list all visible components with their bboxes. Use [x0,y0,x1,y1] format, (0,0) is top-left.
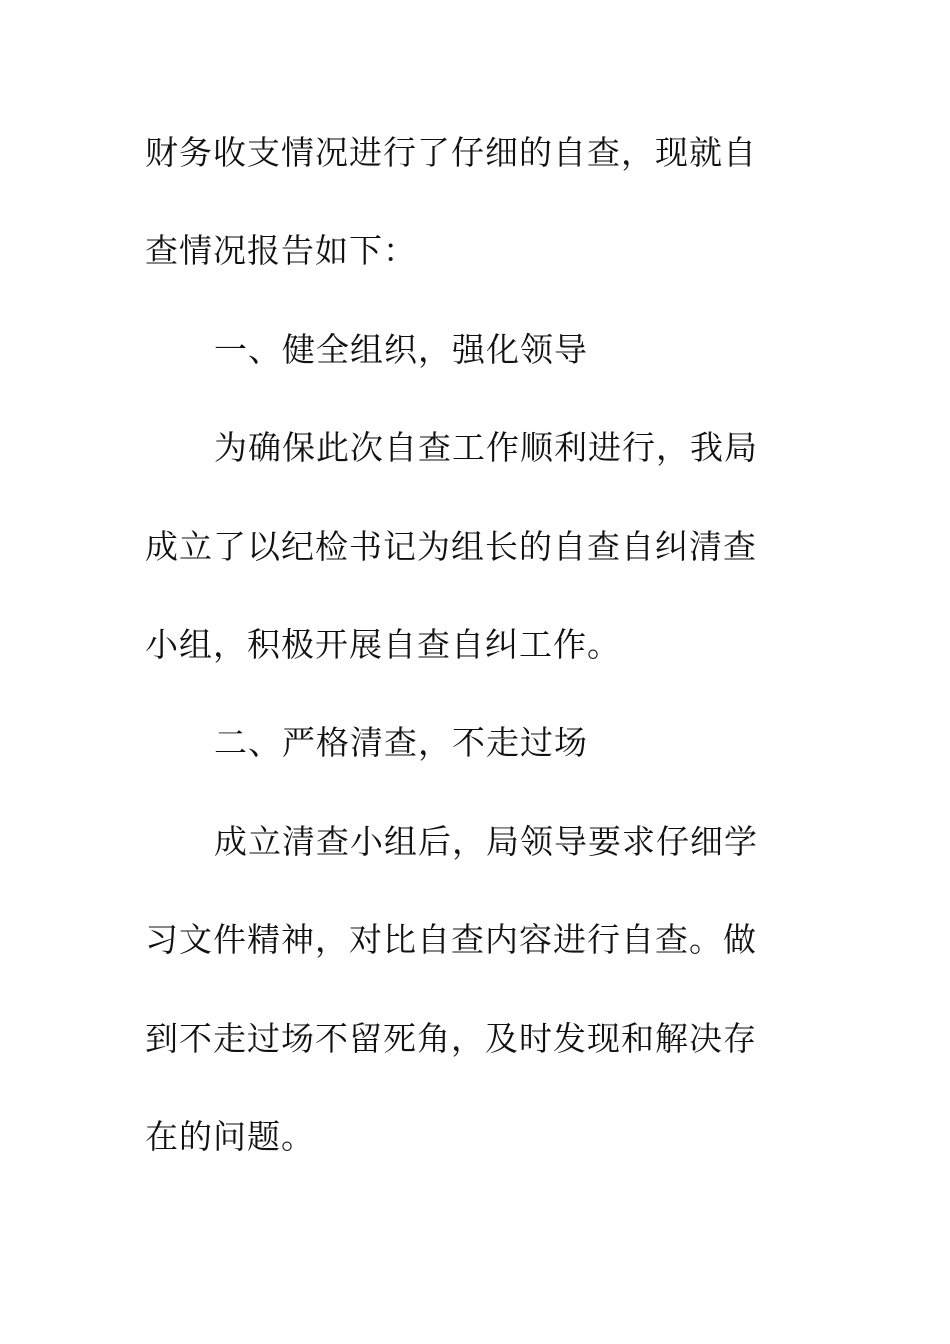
paragraph-line: 成立了以纪检书记为组长的自查自纠清查 [145,526,757,566]
paragraph-line: 财务收支情况进行了仔细的自查，现就自 [145,133,757,172]
paragraph-line: 习文件精神，对比自查内容进行自查。做 [145,920,757,960]
paragraph-line: 到不走过场不留死角，及时发现和解决存 [145,1018,757,1058]
section-heading: 一、健全组织，强化领导 [214,329,588,369]
document-body [145,128,785,1210]
paragraph-line: 为确保此次自查工作顺利进行，我局 [214,428,758,468]
paragraph-line: 在的问题。 [145,1116,315,1156]
paragraph-line: 小组，积极开展自查自纠工作。 [145,624,621,664]
section-heading: 二、严格清查，不走过场 [214,723,588,763]
paragraph-line: 查情况报告如下： [145,231,417,271]
paragraph-line: 成立清查小组后，局领导要求仔细学 [214,821,758,861]
